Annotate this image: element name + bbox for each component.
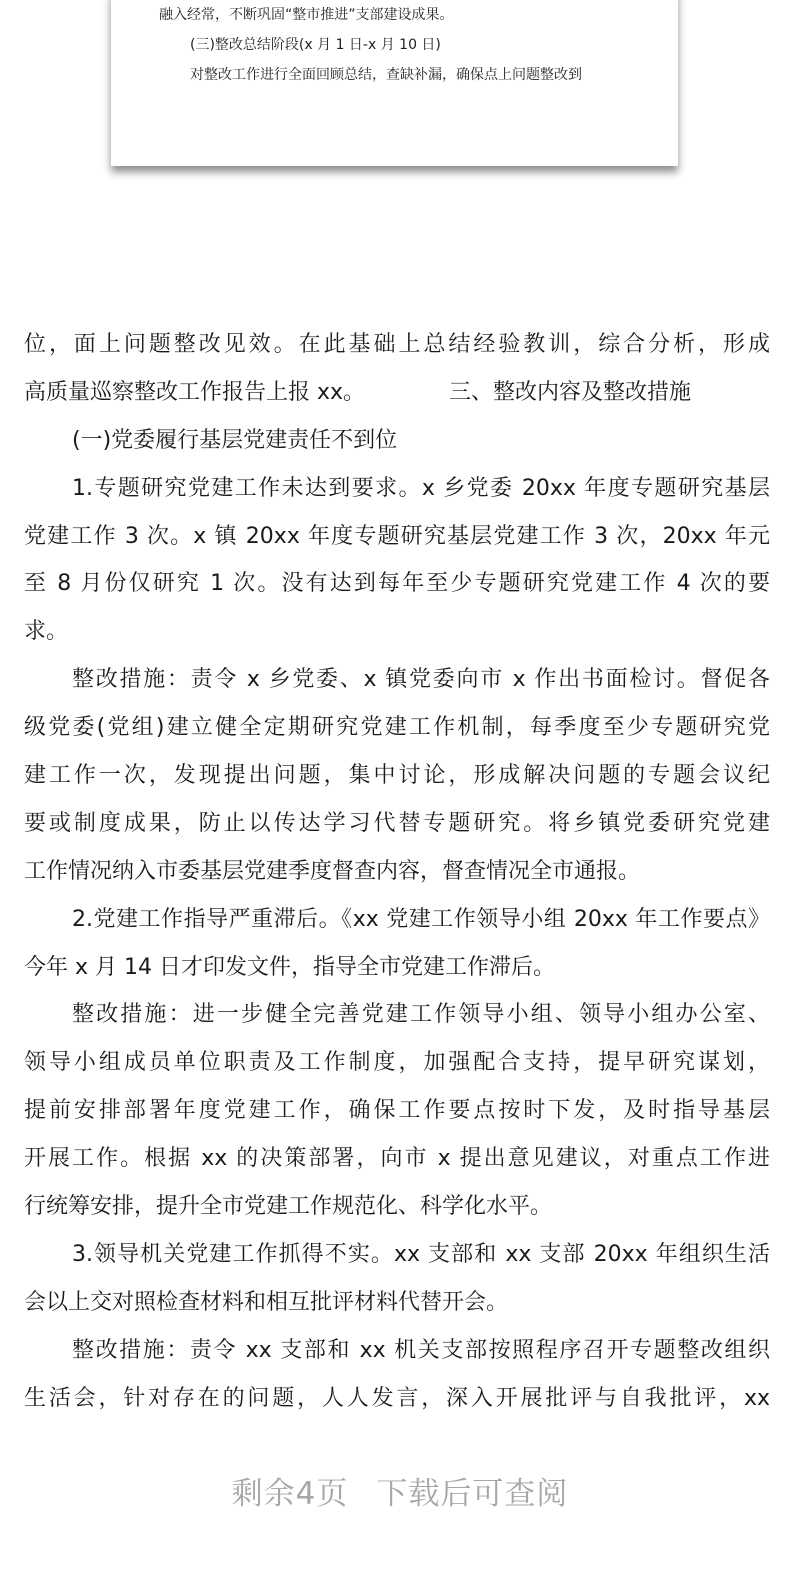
text-line: 整改措施：责令 x 乡党委、x 镇党委向市 x 作出书面检讨。督促各 bbox=[72, 667, 770, 693]
text-line: (一)党委履行基层党建责任不到位 bbox=[72, 427, 398, 453]
text-line: 整改措施：责令 xx 支部和 xx 机关支部按照程序召开专题整改组织 bbox=[72, 1337, 770, 1363]
text-line: 3.领导机关党建工作抓得不实。xx 支部和 xx 支部 20xx 年组织生活 bbox=[72, 1241, 770, 1267]
text-line: 位，面上问题整改见效。在此基础上总结经验教训，综合分析，形成 bbox=[24, 332, 770, 357]
text-line: 工作情况纳入市委基层党建季度督查内容，督查情况全市通报。 bbox=[24, 858, 641, 884]
text-line: 会以上交对照检查材料和相互批评材料代替开会。 bbox=[24, 1289, 509, 1315]
text-line: 行统筹安排，提升全市党建工作规范化、科学化水平。 bbox=[24, 1194, 553, 1220]
text-line: 今年 x 月 14 日才印发文件，指导全市党建工作滞后。 bbox=[24, 954, 555, 980]
text-line: 至 8 月份仅研究 1 次。没有达到每年至少专题研究党建工作 4 次的要 bbox=[24, 571, 770, 597]
text-line: 级党委(党组)建立健全定期研究党建工作机制，每季度至少专题研究党 bbox=[24, 715, 770, 741]
text-line: 党建工作 3 次。x 镇 20xx 年度专题研究基层党建工作 3 次，20xx 年元 bbox=[24, 523, 770, 549]
text-line: 整改措施：进一步健全完善党建工作领导小组、领导小组办公室、 bbox=[72, 1002, 770, 1028]
remaining-pages-notice[interactable] bbox=[0, 1468, 800, 1513]
text-line: 1.专题研究党建工作未达到要求。x 乡党委 20xx 年度专题研究基层 bbox=[72, 475, 770, 501]
text-line: 求。 bbox=[24, 619, 69, 645]
preview-page-card bbox=[111, 0, 678, 166]
card-line: 对整改工作进行全面回顾总结，查缺补漏，确保点上问题整改到 bbox=[190, 67, 582, 83]
card-line: (三)整改总结阶段(x 月 1 日-x 月 10 日) bbox=[190, 37, 441, 53]
text-line: 高质量巡察整改工作报告上报 xx。 三、整改内容及整改措施 bbox=[24, 379, 691, 405]
text-line: 2.党建工作指导严重滞后。《xx 党建工作领导小组 20xx 年工作要点》 bbox=[72, 906, 770, 932]
text-line: 生活会，针对存在的问题，人人发言，深入开展批评与自我批评，xx bbox=[24, 1385, 770, 1411]
text-line: 开展工作。根据 xx 的决策部署，向市 x 提出意见建议，对重点工作进 bbox=[24, 1146, 770, 1172]
text-line: 领导小组成员单位职责及工作制度，加强配合支持，提早研究谋划， bbox=[24, 1050, 770, 1076]
text-line: 建工作一次，发现提出问题，集中讨论，形成解决问题的专题会议纪 bbox=[24, 763, 770, 789]
text-line: 要或制度成果，防止以传达学习代替专题研究。将乡镇党委研究党建 bbox=[24, 810, 770, 836]
text-line: 提前安排部署年度党建工作，确保工作要点按时下发，及时指导基层 bbox=[24, 1098, 770, 1124]
remaining-pages-label: 剩余4页 bbox=[231, 1476, 349, 1512]
document-body bbox=[24, 321, 770, 1422]
card-line: 融入经常，不断巩固“整市推进”支部建设成果。 bbox=[159, 7, 454, 23]
download-hint-label: 下载后可查阅 bbox=[376, 1476, 569, 1512]
